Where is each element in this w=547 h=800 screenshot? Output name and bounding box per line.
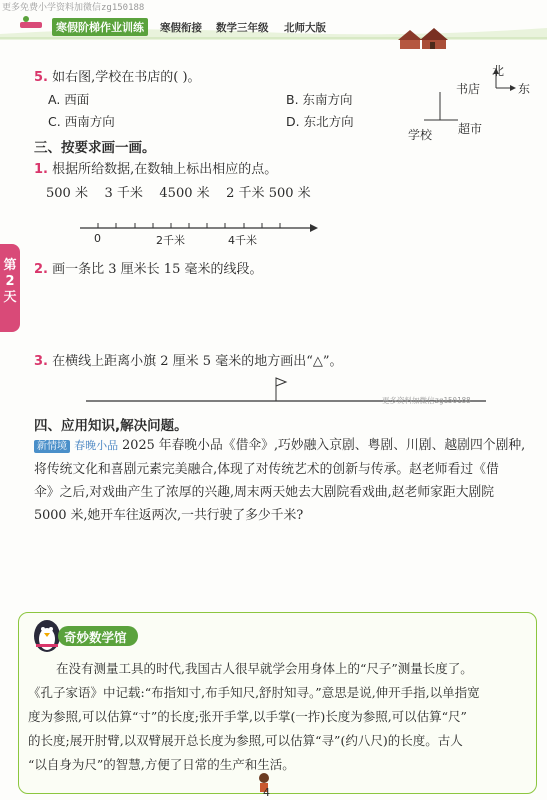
option-a: A. 西面 xyxy=(48,92,90,107)
box-line-2: 《孔子家语》中记载:“布指知寸,布手知尺,舒肘知寻。”意思是说,伸开手指,以单指宽 xyxy=(28,685,480,700)
number-line xyxy=(80,218,320,238)
option-c: C. 西南方向 xyxy=(48,114,115,129)
axis-label-4km: 4千米 xyxy=(228,234,257,247)
map-bookstore: 书店 xyxy=(456,82,481,96)
question-3-2: 2. 画一条比 3 厘米长 15 毫米的线段。 xyxy=(34,262,263,277)
values-list: 500 米 3 千米 4500 米 2 千米 500 米 xyxy=(46,186,311,201)
watermark-mid: 更多资料加微信zg150188 xyxy=(382,396,471,405)
axis-label-2km: 2千米 xyxy=(156,234,185,247)
header-item-3: 北师大版 xyxy=(284,22,326,34)
axis-label-0: 0 xyxy=(94,232,101,245)
flag-icon xyxy=(276,378,286,386)
box-line-5: “以自身为尺”的智慧,方便了日常的生产和生活。 xyxy=(28,757,295,772)
application-problem: 新情境 春晚小品 2025 年春晚小品《借伞》,巧妙融入京剧、粤剧、川剧、越剧四个剧种, 将传统文化和喜剧元素完美融合,体现了对传统艺术的创新与传承。赵老师看过《借 伞》之后,对戏曲产生了浓厚的兴趣,周末两天她去大剧院看戏曲,赵老师家距大剧院 5000 米,她开车往返两次,一共行驶了多少千米? xyxy=(34,438,526,523)
option-b: B. 东南方向 xyxy=(286,92,353,107)
map-school: 学校 xyxy=(408,128,433,142)
box-line-1: 在没有测量工具的时代,我国古人很早就学会用身体上的“尺子”测量长度了。 xyxy=(56,661,473,676)
day-tab: 第2天 xyxy=(0,244,20,332)
box-line-3: 度为参照,可以估算“寸”的长度;张开手掌,以手掌(一拃)长度为参照,可以估算“尺” xyxy=(28,709,467,724)
map-supermarket: 超市 xyxy=(458,122,483,136)
question-3-1: 1. 根据所给数据,在数轴上标出相应的点。 xyxy=(34,162,278,177)
box-title: 奇妙数学馆 xyxy=(64,630,127,645)
header-item-1: 寒假衔接 xyxy=(160,22,202,34)
tag-gala: 春晚小品 xyxy=(74,439,119,452)
question-text: 如右图,学校在书店的( )。 xyxy=(52,70,201,85)
page-number: 4 xyxy=(263,786,270,799)
logo-icon xyxy=(18,14,46,34)
option-d: D. 东北方向 xyxy=(286,114,354,129)
question-number: 5. xyxy=(34,70,48,85)
watermark-top: 更多免费小学资料加微信zg150188 xyxy=(2,3,145,13)
header-title: 寒假阶梯作业训练 xyxy=(52,18,148,36)
header-item-2: 数学三年级 xyxy=(216,22,269,34)
question-5 xyxy=(34,66,201,85)
section-4-title: 四、应用知识,解决问题。 xyxy=(34,418,188,434)
box-line-4: 的长度;展开肘臂,以双臂展开总长度为参照,可以估算“寻”(约八尺)的长度。古人 xyxy=(28,733,463,748)
section-3-title: 三、按要求画一画。 xyxy=(34,140,156,156)
map-east: 东 xyxy=(518,82,531,96)
tag-new-context: 新情境 xyxy=(34,440,70,453)
map-north: 北 xyxy=(492,64,505,78)
house-icon xyxy=(396,28,452,50)
question-3-3: 3. 在横线上距离小旗 2 厘米 5 毫米的地方画出“△”。 xyxy=(34,354,343,369)
